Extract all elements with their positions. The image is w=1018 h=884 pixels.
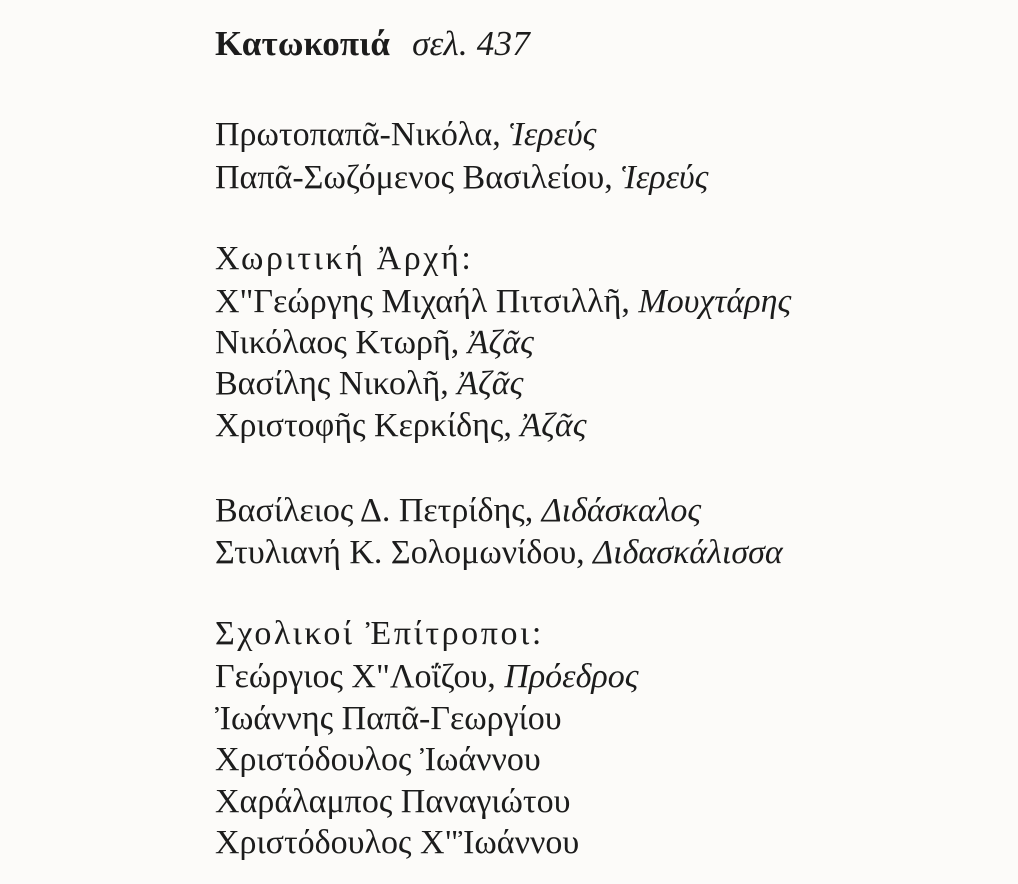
person-title: Μουχτάρης	[638, 283, 792, 320]
person-title: Διδασκάλισσα	[593, 534, 783, 571]
person-name: Χ"Γεώργης Μιχαήλ Πιτσιλλῆ,	[215, 283, 630, 320]
authority-member	[215, 409, 587, 443]
committee-member	[215, 826, 579, 860]
committee-member	[215, 660, 639, 694]
authority-member	[215, 367, 523, 401]
person-name: Χριστόδουλος Ἰωάννου	[215, 741, 541, 778]
person-title: Ἀζᾶς	[457, 365, 524, 402]
person-title: Διδάσκαλος	[541, 492, 702, 529]
person-name: Χαράλαμπος Παναγιώτου	[215, 783, 571, 820]
person-name: Πρωτοπαπᾶ-Νικόλα,	[215, 116, 501, 153]
person-title: Ἀζᾶς	[520, 407, 587, 444]
person-name: Παπᾶ-Σωζόμενος Βασιλείου,	[215, 159, 613, 196]
priest-entry	[215, 161, 708, 195]
person-name: Χριστοφῆς Κερκίδης,	[215, 407, 512, 444]
page-heading	[215, 24, 530, 64]
village-authority-label: Χωριτική Ἀρχή:	[215, 240, 474, 277]
person-title: Ἱερεύς	[509, 116, 597, 153]
person-name: Ἰωάννης Παπᾶ-Γεωργίου	[215, 700, 562, 737]
school-committee-label: Σχολικοί Ἐπίτροποι:	[215, 615, 544, 652]
person-title: Ἱερεύς	[621, 159, 709, 196]
authority-member	[215, 285, 791, 319]
priest-entry	[215, 118, 596, 152]
person-name: Νικόλαος Κτωρῆ,	[215, 324, 460, 361]
teacher-entry	[215, 536, 783, 570]
person-title: Ἀζᾶς	[467, 324, 534, 361]
teacher-entry	[215, 494, 701, 528]
person-name: Βασίλης Νικολῆ,	[215, 365, 449, 402]
committee-member	[215, 785, 570, 819]
village-name: Κατωκοπιά	[215, 24, 391, 63]
person-name: Γεώργιος Χ"Λοΐζου,	[215, 658, 496, 695]
committee-member	[215, 702, 562, 736]
person-name: Χριστόδουλος Χ"Ἰωάννου	[215, 824, 580, 861]
person-title: Πρόεδρος	[504, 658, 639, 695]
page-reference: σελ. 437	[412, 24, 530, 63]
authority-member	[215, 326, 534, 360]
person-name: Βασίλειος Δ. Πετρίδης,	[215, 492, 534, 529]
person-name: Στυλιανή Κ. Σολομωνίδου,	[215, 534, 585, 571]
committee-member	[215, 743, 541, 777]
